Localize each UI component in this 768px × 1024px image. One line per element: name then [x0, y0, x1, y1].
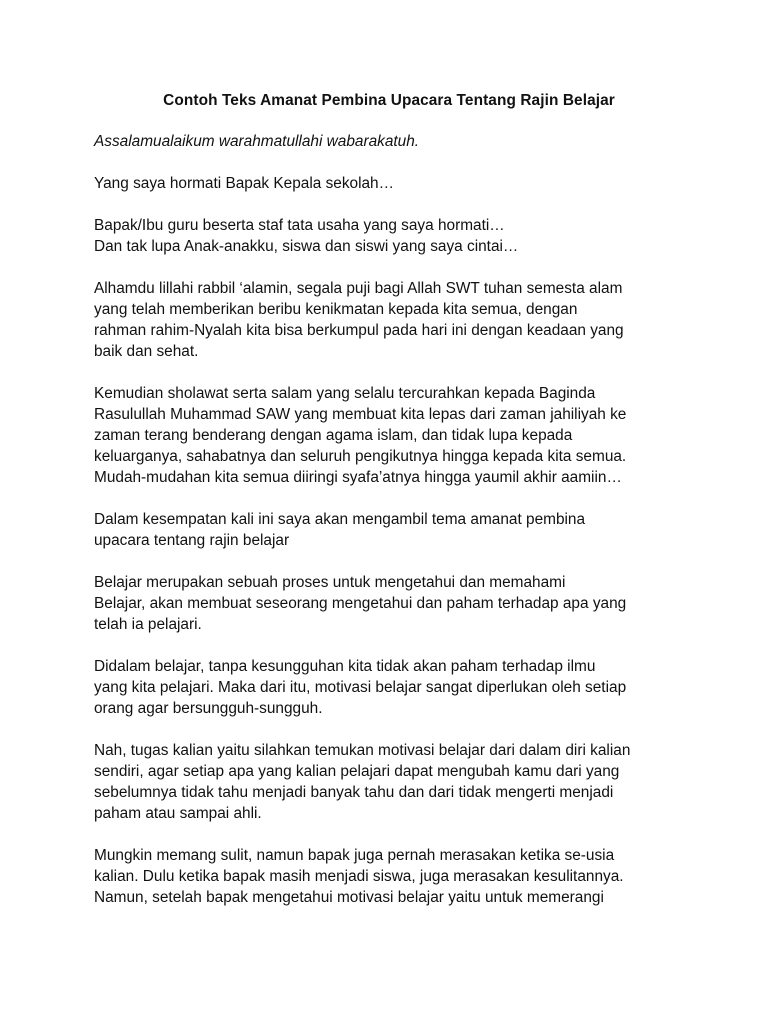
paragraph	[94, 845, 684, 908]
text-line: Belajar, akan membuat seseorang mengetahui dan paham terhadap apa yang	[94, 595, 627, 612]
text-line: Yang saya hormati Bapak Kepala sekolah…	[94, 175, 395, 192]
text-line: Kemudian sholawat serta salam yang selalu tercurahkan kepada Baginda	[94, 385, 596, 402]
paragraph	[94, 572, 684, 635]
document-title: Contoh Teks Amanat Pembina Upacara Tentang Rajin Belajar	[163, 92, 615, 109]
text-line: Dan tak lupa Anak-anakku, siswa dan siswi yang saya cintai…	[94, 238, 519, 255]
text-line: Assalamualaikum warahmatullahi wabarakatuh.	[94, 133, 420, 150]
text-line: Didalam belajar, tanpa kesungguhan kita tidak akan paham terhadap ilmu	[94, 658, 596, 675]
text-line: yang telah memberikan beribu kenikmatan kepada kita semua, dengan	[94, 301, 578, 318]
paragraph	[94, 173, 684, 194]
text-line: Namun, setelah bapak mengetahui motivasi belajar yaitu untuk memerangi	[94, 889, 604, 906]
text-line: telah ia pelajari.	[94, 616, 202, 633]
paragraph	[94, 383, 684, 488]
paragraph	[94, 509, 684, 551]
text-line: sebelumnya tidak tahu menjadi banyak tahu dan dari tidak mengerti menjadi	[94, 784, 614, 801]
text-line: zaman terang benderang dengan agama islam, dan tidak lupa kepada	[94, 427, 573, 444]
paragraph	[94, 215, 684, 257]
text-line: Nah, tugas kalian yaitu silahkan temukan motivasi belajar dari dalam diri kalian	[94, 742, 631, 759]
text-line: yang kita pelajari. Maka dari itu, motivasi belajar sangat diperlukan oleh setiap	[94, 679, 627, 696]
text-line: rahman rahim-Nyalah kita bisa berkumpul pada hari ini dengan keadaan yang	[94, 322, 624, 339]
paragraph	[94, 656, 684, 719]
text-line: Mungkin memang sulit, namun bapak juga pernah merasakan ketika se-usia	[94, 847, 615, 864]
paragraph-list	[94, 131, 684, 908]
text-line: Alhamdu lillahi rabbil ‘alamin, segala puji bagi Allah SWT tuhan semesta alam	[94, 280, 623, 297]
text-line: Mudah-mudahan kita semua diiringi syafa’atnya hingga yaumil akhir aamiin…	[94, 469, 622, 486]
text-line: upacara tentang rajin belajar	[94, 532, 290, 549]
text-line: keluarganya, sahabatnya dan seluruh pengikutnya hingga kepada kita semua.	[94, 448, 627, 465]
text-line: Dalam kesempatan kali ini saya akan mengambil tema amanat pembina	[94, 511, 586, 528]
text-line: kalian. Dulu ketika bapak masih menjadi siswa, juga merasakan kesulitannya.	[94, 868, 624, 885]
paragraph	[94, 278, 684, 362]
text-line: Bapak/Ibu guru beserta staf tata usaha yang saya hormati…	[94, 217, 505, 234]
text-line: Rasulullah Muhammad SAW yang membuat kita lepas dari zaman jahiliyah ke	[94, 406, 627, 423]
greeting-paragraph	[94, 131, 684, 152]
paragraph	[94, 740, 684, 824]
document-body	[94, 90, 684, 929]
text-line: sendiri, agar setiap apa yang kalian pelajari dapat mengubah kamu dari yang	[94, 763, 620, 780]
text-line: baik dan sehat.	[94, 343, 199, 360]
text-line: paham atau sampai ahli.	[94, 805, 262, 822]
text-line: Belajar merupakan sebuah proses untuk mengetahui dan memahami	[94, 574, 566, 591]
text-line: orang agar bersungguh-sungguh.	[94, 700, 323, 717]
